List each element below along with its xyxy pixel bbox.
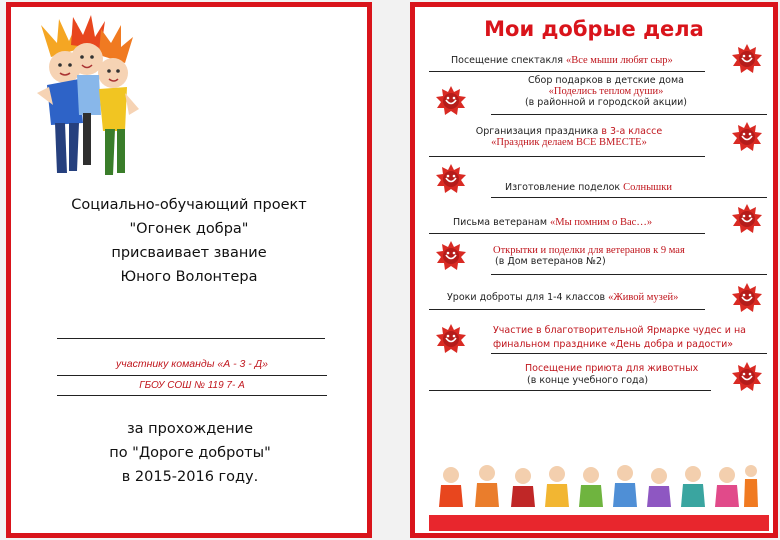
deed-text: Посещение спектакля	[451, 55, 566, 66]
deed-underline	[429, 156, 705, 157]
deed-highlight: «Мы помним о Вас…»	[550, 217, 653, 228]
deed-highlight: «Праздник делаем ВСЕ ВМЕСТЕ»	[491, 137, 647, 148]
deed-highlight: Солнышки	[623, 182, 672, 193]
deed-highlight: Посещение приюта для животных	[525, 363, 699, 374]
deed-text: (в Дом ветеранов №2)	[495, 256, 606, 267]
deed-text: Организация праздника	[475, 126, 602, 137]
deed-text: Письма ветеранам	[453, 217, 551, 228]
deed-item	[469, 126, 669, 148]
good-deeds-page	[410, 2, 778, 538]
deed-underline	[491, 197, 767, 198]
flame-badge-icon	[435, 85, 467, 117]
project-statement	[11, 193, 367, 289]
deed-highlight: Открытки и поделки для ветеранов к 9 мая	[493, 245, 685, 256]
deed-text: (в районной и городской акции)	[524, 97, 688, 108]
school-underline	[57, 395, 327, 396]
project-line: присваивает звание	[111, 245, 267, 261]
closing-statement	[11, 417, 369, 489]
flame-badge-icon	[731, 43, 763, 75]
flame-badge-icon	[731, 282, 763, 314]
deed-item	[493, 245, 685, 267]
deed-underline	[491, 274, 767, 275]
recipient-underline	[57, 375, 327, 376]
deed-text: Изготовление поделок	[505, 182, 624, 193]
deed-item	[505, 182, 672, 193]
deed-item	[451, 55, 673, 66]
deed-highlight: финальном празднике «День добра и радости»	[493, 339, 734, 350]
flame-badge-icon	[435, 323, 467, 355]
deed-text: Сбор подарков в детские дома	[528, 75, 684, 86]
flame-badge-icon	[731, 361, 763, 393]
certificate-page	[6, 2, 372, 538]
deed-item	[525, 363, 698, 386]
recipient-text: участнику команды «А - 3 - Д»	[116, 358, 268, 370]
closing-line: за прохождение	[126, 421, 254, 437]
deed-underline	[491, 353, 767, 354]
project-line: "Огонек добра"	[129, 221, 249, 237]
deed-highlight: «Поделись теплом души»	[548, 86, 664, 97]
deed-highlight: «Все мыши любят сыр»	[565, 55, 673, 66]
deed-highlight: в 3-а классе	[601, 126, 663, 137]
fire-kids-mascot	[29, 15, 141, 180]
deed-underline	[429, 71, 705, 72]
kids-row-illustration	[433, 463, 759, 511]
flame-badge-icon	[731, 121, 763, 153]
deed-text: Уроки доброты для 1-4 классов	[447, 292, 609, 303]
deed-underline	[429, 309, 705, 310]
deed-item	[511, 75, 701, 108]
footer-bar	[429, 515, 769, 531]
deed-underline	[429, 233, 705, 234]
deed-highlight: Участие в благотворительной Ярмарке чудес и на	[493, 325, 746, 336]
name-underline	[57, 338, 325, 339]
deed-underline	[491, 114, 767, 115]
deed-item	[493, 325, 746, 350]
flame-badge-icon	[435, 163, 467, 195]
closing-line: по "Дороге доброты"	[109, 445, 271, 461]
project-line: Социально-обучающий проект	[71, 197, 307, 213]
deed-highlight: «Живой музей»	[608, 292, 679, 303]
school-text: ГБОУ СОШ № 119 7- А	[139, 380, 245, 391]
project-line: Юного Волонтера	[120, 269, 258, 285]
page-title: Мои добрые дела	[484, 17, 704, 41]
flame-badge-icon	[435, 240, 467, 272]
deed-underline	[429, 390, 711, 391]
deed-item	[453, 217, 652, 228]
closing-line: в 2015-2016 году.	[121, 469, 259, 485]
deed-item	[447, 292, 678, 303]
deed-text: (в конце учебного года)	[527, 375, 649, 386]
flame-badge-icon	[731, 203, 763, 235]
